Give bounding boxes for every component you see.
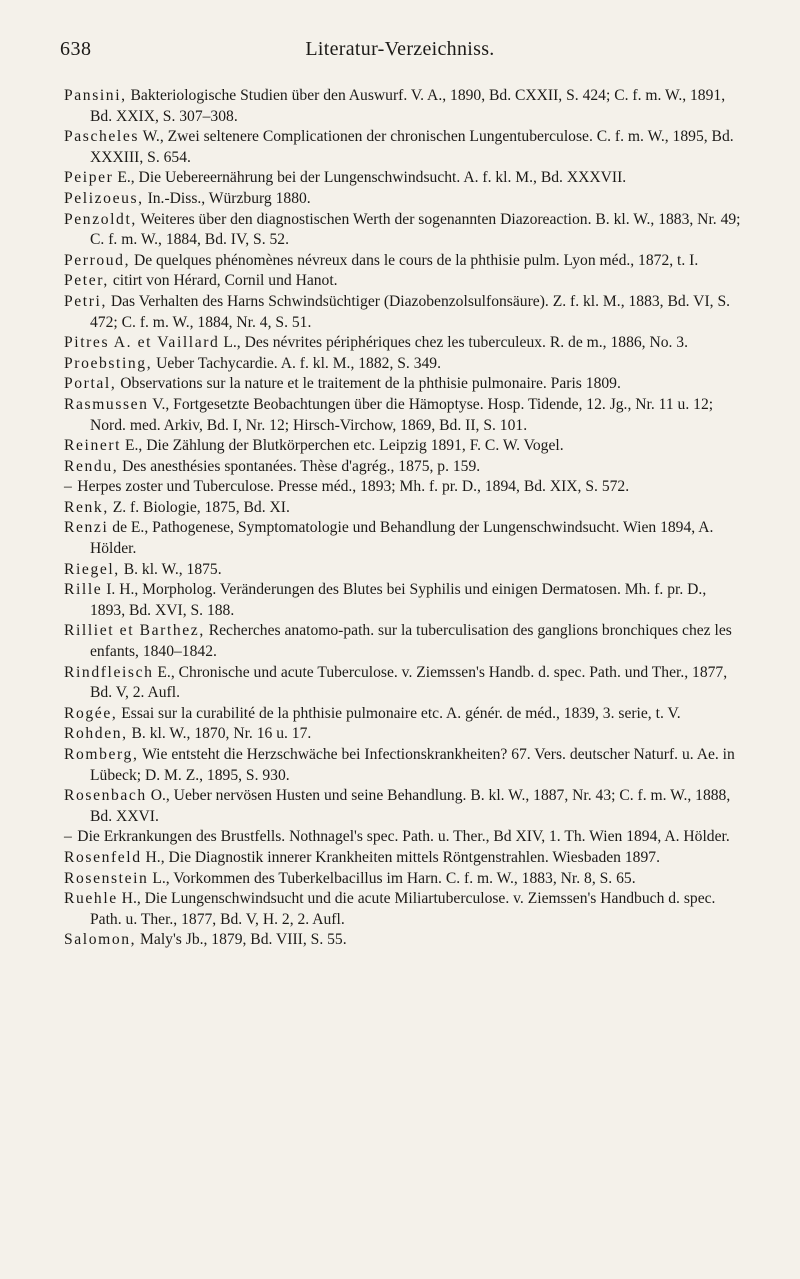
entry-author: Renzi (64, 519, 109, 537)
entry-author: Riegel, (64, 560, 120, 578)
entry-citation: Maly's Jb., 1879, Bd. VIII, S. 55. (136, 931, 347, 949)
entry-author: Romberg, (64, 746, 139, 763)
entry-author: Portal, (64, 375, 117, 393)
bibliography-entry (64, 333, 744, 354)
bibliography-entry (64, 560, 744, 581)
entry-citation: Wie entsteht die Herzschwäche bei Infectionskrankheiten? 67. Vers. deutscher Naturf. u. Ae. in Lübeck; D. M. Z., 1895, S. 930. (90, 746, 735, 784)
entry-citation: O., Ueber nervösen Husten und seine Behandlung. B. kl. W., 1887, Nr. 43; C. f. m. W., 1888, Bd. XXVI. (90, 787, 731, 825)
entry-author: Reinert (64, 437, 122, 455)
entry-author: Rille (64, 581, 103, 599)
entry-citation: In.-Diss., Würzburg 1880. (143, 189, 311, 207)
entry-citation: De quelques phénomènes névreux dans le cours de la phthisie pulm. Lyon méd., 1872, t. I. (130, 251, 699, 269)
bibliography-entry (64, 436, 744, 457)
entry-author: Rosenstein (64, 869, 149, 887)
bibliography-entry (64, 498, 744, 519)
entry-citation: Weiteres über den diagnostischen Werth der sogenannten Diazoreaction. B. kl. W., 1883, Nr. 49; C. f. m. W., 1884, Bd. IV, S. 52. (90, 210, 741, 249)
bibliography-entry (64, 745, 744, 786)
entry-citation: B. kl. W., 1870, Nr. 16 u. 17. (127, 725, 312, 743)
entry-author: Rosenbach (64, 787, 147, 805)
entry-author: – (64, 478, 74, 496)
bibliography-entry (64, 580, 744, 621)
entry-citation: de E., Pathogenese, Symptomatologie und Behandlung der Lungenschwindsucht. Wien 1894, A. Hölder. (90, 519, 714, 558)
running-title: Literatur-Verzeichniss. (305, 38, 495, 60)
entry-citation: L., Des névrites périphériques chez les tuberculeux. R. de m., 1886, No. 3. (219, 334, 689, 352)
bibliography-entry (64, 86, 744, 127)
entry-citation: Recherches anatomo-path. sur la tuberculisation des ganglions bronchiques chez les enfants, 1840–1842. (90, 622, 732, 661)
entry-author: Petri, (64, 292, 107, 310)
bibliography-entry (64, 210, 744, 251)
entry-citation: Ueber Tachycardie. A. f. kl. M., 1882, S. 349. (152, 354, 441, 372)
bibliography-entry (64, 189, 744, 210)
entry-author: Penzoldt, (64, 210, 137, 228)
entry-author: Pelizoeus, (64, 189, 144, 207)
bibliography-entry (64, 374, 744, 395)
entry-author: Rohden, (64, 725, 128, 743)
entry-author: Peter, (64, 272, 109, 290)
bibliography-list (64, 86, 744, 951)
bibliography-entry (64, 395, 744, 436)
entry-citation: Essai sur la curabilité de la phthisie pulmonaire etc. A. génér. de méd., 1839, 3. serie, t. V. (117, 704, 681, 722)
bibliography-entry (64, 271, 744, 292)
entry-author: Renk, (64, 498, 109, 516)
entry-author: Pitres A. et Vaillard (64, 334, 220, 352)
bibliography-entry (64, 827, 744, 848)
entry-author: Rindfleisch (64, 663, 154, 681)
entry-citation: L., Vorkommen des Tuberkelbacillus im Harn. C. f. m. W., 1883, Nr. 8, S. 65. (148, 869, 636, 887)
entry-citation: Das Verhalten des Harns Schwindsüchtiger (Diazobenzolsulfonsäure). Z. f. kl. M., 1883, Bd. VI, S. 472; C. f. m. W., 1884, Nr. 4, S. 51. (90, 292, 731, 331)
entry-citation: Herpes zoster und Tuberculose. Presse méd., 1893; Mh. f. pr. D., 1894, Bd. XIX, S. 572. (73, 478, 630, 496)
entry-citation: citirt von Hérard, Cornil und Hanot. (108, 272, 338, 290)
entry-author: Perroud, (64, 251, 131, 269)
bibliography-entry (64, 621, 744, 662)
entry-author: Rogée, (64, 704, 118, 722)
entry-citation: Die Erkrankungen des Brustfells. Nothnagel's spec. Path. u. Ther., Bd XIV, 1. Th. Wien 1894, A. Hölder. (73, 828, 730, 846)
bibliography-entry (64, 251, 744, 272)
bibliography-entry (64, 889, 744, 930)
bibliography-entry (64, 848, 744, 869)
bibliography-entry (64, 354, 744, 375)
entry-citation: E., Chronische und acute Tuberculose. v. Ziemssen's Handb. d. spec. Path. und Ther., 1877, Bd. V, 2. Aufl. (90, 663, 728, 702)
bibliography-entry (64, 724, 744, 745)
entry-author: Rosenfeld (64, 848, 142, 866)
entry-citation: E., Die Zählung der Blutkörperchen etc. Leipzig 1891, F. C. W. Vogel. (121, 437, 564, 455)
entry-author: Ruehle (64, 890, 118, 908)
entry-author: Rendu, (64, 457, 119, 475)
page-header (60, 38, 740, 64)
entry-citation: Z. f. Biologie, 1875, Bd. XI. (108, 498, 290, 516)
page-number: 638 (60, 38, 92, 60)
bibliography-entry (64, 930, 744, 951)
bibliography-entry (64, 869, 744, 890)
entry-author: Pansini, (64, 87, 127, 104)
entry-author: Rilliet et Barthez, (64, 622, 205, 640)
entry-citation: Observations sur la nature et le traitement de la phthisie pulmonaire. Paris 1809. (116, 375, 621, 393)
entry-author: – (64, 828, 74, 846)
entry-citation: H., Die Diagnostik innerer Krankheiten mittels Röntgenstrahlen. Wiesbaden 1897. (141, 848, 660, 866)
bibliography-entry (64, 663, 744, 704)
bibliography-entry (64, 127, 744, 168)
bibliography-entry (64, 477, 744, 498)
bibliography-entry (64, 168, 744, 189)
entry-citation: V., Fortgesetzte Beobachtungen über die Hämoptyse. Hosp. Tidende, 12. Jg., Nr. 11 u. 12; Nord. med. Arkiv, Bd. I, Nr. 12; Hirsch-Virchow, 1869, Bd. II, S. 101. (90, 395, 714, 434)
bibliography-entry (64, 786, 744, 827)
entry-citation: B. kl. W., 1875. (119, 560, 222, 578)
entry-author: Rasmussen (64, 395, 149, 413)
entry-author: Proebsting, (64, 354, 153, 372)
entry-citation: Bakteriologische Studien über den Auswurf. V. A., 1890, Bd. CXXII, S. 424; C. f. m. W., 1891, Bd. XXIX, S. 307–308. (90, 87, 726, 125)
entry-author: Peiper (64, 169, 114, 187)
bibliography-entry (64, 518, 744, 559)
entry-citation: Des anesthésies spontanées. Thèse d'agrég., 1875, p. 159. (118, 457, 481, 475)
bibliography-entry (64, 457, 744, 478)
entry-author: Pascheles (64, 128, 140, 146)
entry-citation: W., Zwei seltenere Complicationen der chronischen Lungentuberculose. C. f. m. W., 1895, Bd. XXXIII, S. 654. (90, 128, 734, 166)
entry-citation: H., Die Lungenschwindsucht und die acute Miliartuberculose. v. Ziemssen's Handbuch d. spec. Path. u. Ther., 1877, Bd. V, H. 2, 2. Aufl. (90, 890, 716, 928)
bibliography-entry (64, 704, 744, 725)
entry-author: Salomon, (64, 931, 137, 949)
bibliography-entry (64, 292, 744, 333)
entry-citation: I. H., Morpholog. Veränderungen des Blutes bei Syphilis und einigen Dermatosen. Mh. f. pr. D., 1893, Bd. XVI, S. 188. (90, 581, 707, 619)
entry-citation: E., Die Uebereernährung bei der Lungenschwindsucht. A. f. kl. M., Bd. XXXVII. (113, 169, 627, 187)
